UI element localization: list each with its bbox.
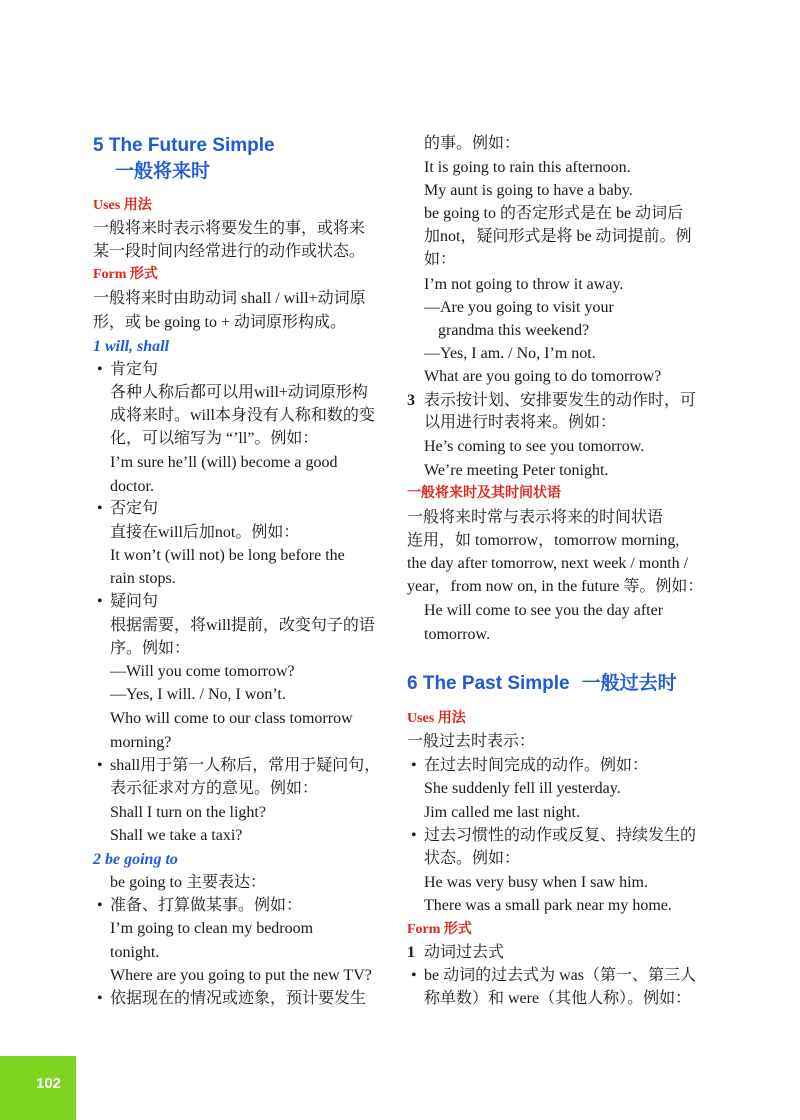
- plan-example-3: Where are you going to put the new TV?: [110, 967, 372, 984]
- bullet-2-text-2: 状态。例如：: [424, 850, 521, 867]
- example-15: There was a small park near my home.: [424, 897, 672, 914]
- question-example-2: —Yes, I will. / No, I won’t.: [110, 686, 286, 703]
- bullet-2-text-1: • 过去习惯性的动作或反复、持续发生的: [411, 827, 697, 844]
- example-12: She suddenly fell ill yesterday.: [424, 780, 621, 797]
- section-6-title-en: 6 The Past Simple: [407, 673, 570, 694]
- example-9: We’re meeting Peter tonight.: [424, 462, 609, 479]
- example-6: —Yes, I am. / No, I’m not.: [424, 345, 596, 362]
- example-2: My aunt is going to have a baby.: [424, 182, 633, 199]
- prediction-text: • 依据现在的情况或迹象，预计要发生: [97, 990, 367, 1007]
- negative-example-2: rain stops.: [110, 570, 176, 587]
- form-label: Form 形式: [93, 267, 158, 282]
- uses-text-1: 一般将来时表示将要发生的事，或将来: [93, 220, 366, 237]
- negative-heading: • 否定句: [97, 500, 159, 517]
- example-8: He’s coming to see you tomorrow.: [424, 438, 645, 455]
- example-3: I’m not going to throw it away.: [424, 276, 624, 293]
- page-number: 102: [36, 1075, 62, 1092]
- time-adverbial-text-4: year，from now on, in the future 等。例如：: [407, 578, 704, 595]
- point-3-number: 3: [407, 392, 415, 409]
- affirmative-text-2: 成将来时。will本身没有人称和数的变: [110, 407, 375, 424]
- form-point-1-number: 1: [407, 944, 415, 961]
- negative-form-text-3: 如：: [424, 251, 457, 268]
- example-1: It is going to rain this afternoon.: [424, 159, 631, 176]
- affirmative-text-3: 化，可以缩写为 “’ll”。例如：: [110, 430, 319, 447]
- uses-text-2: 某一段时间内经常进行的动作或状态。: [93, 243, 366, 260]
- example-13: Jim called me last night.: [424, 804, 580, 821]
- time-adverbial-text-2: 连用，如 tomorrow，tomorrow morning,: [407, 532, 680, 549]
- affirmative-heading: • 肯定句: [97, 361, 159, 378]
- question-example-4: morning?: [110, 734, 172, 751]
- uses-text-3: 一般过去时表示：: [407, 733, 536, 750]
- form-point-1-text: 动词过去式: [424, 944, 505, 961]
- be-past-text-2: 称单数）和 were（其他人称）。例如：: [424, 990, 692, 1007]
- question-heading: • 疑问句: [97, 593, 159, 610]
- example-14: He was very busy when I saw him.: [424, 874, 648, 891]
- point-3-text-2: 以用进行时表将来。例如：: [424, 414, 617, 431]
- section-6-title-cn: 一般过去时: [581, 672, 677, 694]
- shall-text-2: 表示征求对方的意见。例如：: [110, 780, 319, 797]
- subsection-will-shall: 1 will, shall: [93, 338, 170, 355]
- section-5-title: 5 The Future Simple: [93, 135, 275, 156]
- plan-example-1: I’m going to clean my bedroom: [110, 920, 314, 937]
- question-example-1: —Will you come tomorrow?: [110, 663, 295, 680]
- negative-example-1: It won’t (will not) be long before the: [110, 547, 345, 564]
- continuation-text: 的事。例如：: [424, 135, 521, 152]
- plan-text: • 准备、打算做某事。例如：: [97, 897, 303, 914]
- form-label-2: Form 形式: [407, 922, 472, 937]
- form-text-2: 形，或 be going to + 动词原形构成。: [93, 314, 347, 331]
- question-example-3: Who will come to our class tomorrow: [110, 710, 353, 727]
- negative-form-text-1: be going to 的否定形式是在 be 动词后: [424, 205, 684, 222]
- shall-text-1: • shall用于第一人称后，常用于疑问句，: [97, 757, 381, 774]
- section-5-title-cn: 一般将来时: [115, 160, 211, 182]
- example-10: He will come to see you the day after: [424, 602, 664, 619]
- shall-example-1: Shall I turn on the light?: [110, 804, 266, 821]
- shall-example-2: Shall we take a taxi?: [110, 827, 243, 844]
- affirmative-example-2: doctor.: [110, 478, 154, 495]
- time-adverbial-text-1: 一般将来时常与表示将来的时间状语: [407, 509, 664, 526]
- be-going-to-text: be going to 主要表达：: [110, 874, 266, 891]
- uses-label-2: Uses 用法: [407, 711, 466, 726]
- form-text-1: 一般将来时由助动词 shall / will+动词原: [93, 290, 366, 307]
- be-past-text-1: • be 动词的过去式为 was（第一、第三人: [411, 967, 696, 984]
- example-11: tomorrow.: [424, 626, 491, 643]
- point-3-text-1: 表示按计划、安排要发生的动作时，可: [424, 392, 697, 409]
- time-adverbial-heading: 一般将来时及其时间状语: [407, 486, 561, 501]
- question-text-1: 根据需要，将will提前，改变句子的语: [110, 617, 375, 634]
- example-7: What are you going to do tomorrow?: [424, 368, 662, 385]
- time-adverbial-text-3: the day after tomorrow, next week / month /: [407, 555, 689, 572]
- affirmative-example-1: I’m sure he’ll (will) become a good: [110, 454, 338, 471]
- page-number-tab: [0, 1056, 76, 1120]
- affirmative-text-1: 各种人称后都可以用will+动词原形构: [110, 384, 368, 401]
- plan-example-2: tonight.: [110, 944, 160, 961]
- example-4: —Are you going to visit your: [424, 299, 614, 316]
- example-5: grandma this weekend?: [438, 322, 590, 339]
- negative-text: 直接在will后加not。例如：: [110, 524, 300, 541]
- negative-form-text-2: 加not，疑问形式是将 be 动词提前。例: [424, 228, 692, 245]
- uses-label: Uses 用法: [93, 198, 152, 213]
- bullet-1-text: • 在过去时间完成的动作。例如：: [411, 757, 649, 774]
- section-6-title: [407, 672, 677, 695]
- question-text-2: 序。例如：: [110, 640, 191, 657]
- subsection-be-going-to: 2 be going to: [93, 851, 178, 868]
